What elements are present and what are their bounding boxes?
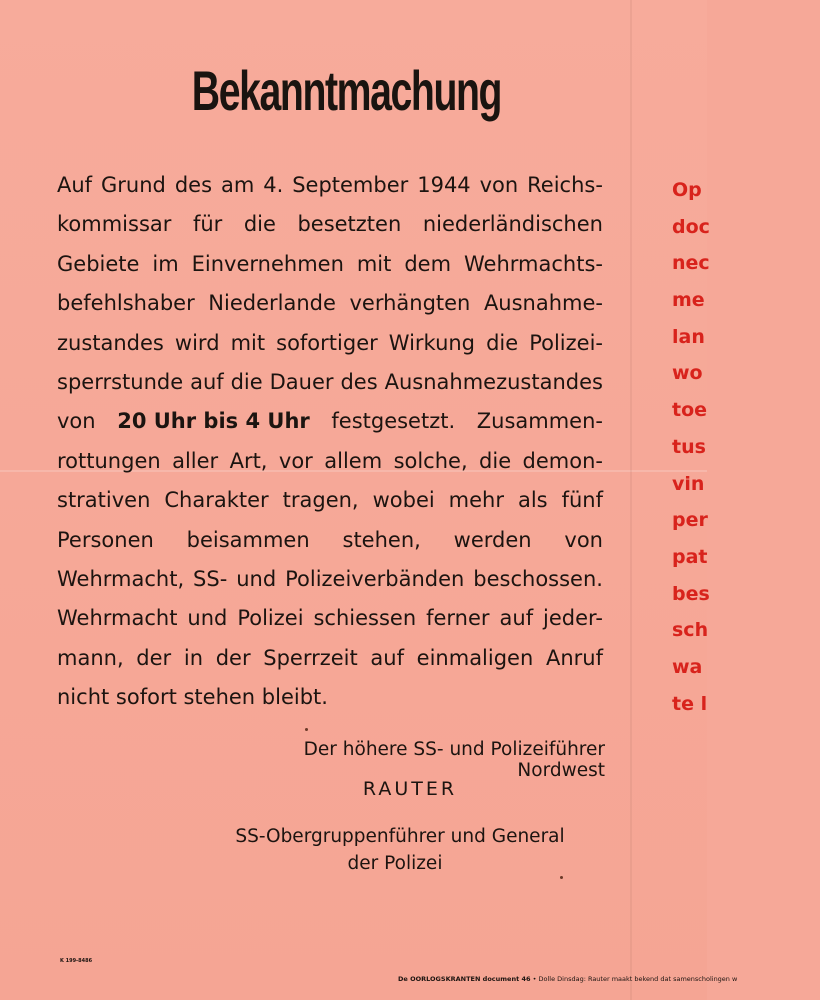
body-word: auf [499, 606, 534, 631]
poster-title: Bekanntmachung [191, 59, 502, 122]
body-word: die [486, 330, 519, 355]
body-word: beisammen [186, 527, 310, 552]
body-word: beschossen. [473, 566, 603, 591]
body-word: die [243, 212, 276, 237]
body-word: in [183, 645, 204, 670]
body-word: Art, [229, 448, 268, 473]
body-word: von [479, 173, 519, 197]
body-word: befehlshaber [57, 291, 195, 316]
dutch-fragment: toe [672, 399, 708, 422]
body-word: besetzten [297, 212, 402, 237]
body-word: sofortiger [276, 330, 378, 355]
body-line [57, 245, 603, 284]
body-word: Polizei [237, 606, 304, 631]
paper-speck [305, 728, 308, 731]
archive-id: K 199-8486 [60, 958, 93, 964]
body-word: mann, [57, 645, 124, 670]
body-word: und [187, 606, 228, 631]
body-word: der [136, 645, 172, 670]
body-word: wird [174, 330, 220, 355]
curfew-hours: 20 Uhr bis 4 Uhr [117, 409, 310, 434]
body-line [57, 481, 603, 520]
body-line [57, 166, 603, 205]
body-word: einmaligen [416, 645, 534, 670]
body-word: Wirkung [388, 330, 476, 355]
body-word: nicht sofort stehen bleibt. [57, 685, 328, 710]
dutch-fragment: nec [672, 252, 710, 275]
body-word: Ausnahme- [483, 291, 603, 316]
dutch-fragment: per [672, 509, 708, 532]
body-word: des [340, 369, 378, 394]
body-word: und [236, 566, 277, 591]
signature-rank-line1: SS-Obergruppenführer und General [235, 826, 565, 847]
body-word: demon- [522, 448, 603, 473]
dutch-fragment: vin [672, 472, 705, 495]
body-word: ferner [426, 606, 490, 631]
body-line [57, 521, 603, 560]
body-word: dem [404, 251, 452, 276]
body-line [57, 363, 603, 402]
body-word: Anruf [545, 645, 603, 670]
body-word: von [57, 409, 96, 434]
footer-text: • Dolle Dinsdag: Rauter maakt bekend dat samenscholingen w [532, 975, 738, 983]
body-word: Wehrmacht, [57, 566, 185, 591]
body-word: mehr [448, 488, 504, 513]
signature-name: RAUTER [362, 778, 458, 800]
signature-title: Der höhere SS- und Polizeiführer Nordwest [303, 739, 605, 781]
body-word: SS- [193, 566, 228, 591]
body-word: Gebiete [57, 251, 140, 276]
body-word: mit [230, 330, 266, 355]
body-word: allem [324, 448, 383, 473]
dutch-fragment: lan [672, 325, 705, 348]
footer-caption [398, 975, 737, 983]
body-word: rottungen [57, 448, 161, 473]
body-word: Dauer [269, 369, 334, 394]
body-word: tragen, [282, 488, 359, 513]
body-word: des [174, 173, 213, 197]
body-line [57, 442, 603, 481]
body-word: 4. [263, 173, 284, 197]
body-word: wobei [372, 488, 435, 513]
dutch-fragment: bes [672, 582, 710, 605]
dutch-fragment: te l [672, 692, 708, 715]
body-word: Wehrmachts- [464, 251, 603, 276]
signature-rank-line2: der Polizei [347, 853, 443, 874]
announcement-body [57, 166, 603, 717]
dutch-fragment: sch [672, 619, 709, 642]
body-word: strativen [57, 488, 151, 513]
body-word: sperrstunde [57, 369, 184, 394]
dutch-fragment: doc [672, 215, 710, 238]
body-word: kommissar [57, 212, 172, 237]
dutch-fragment: tus [672, 435, 706, 458]
body-line [57, 402, 603, 441]
body-word: Sperrzeit [263, 645, 358, 670]
body-word: jeder- [543, 606, 603, 631]
body-word: Wehrmacht [57, 606, 178, 631]
body-word: September [292, 173, 409, 197]
body-word: für [192, 212, 223, 237]
body-word: Auf [57, 173, 93, 197]
body-word: vor [278, 448, 313, 473]
body-word: solche, [393, 448, 468, 473]
body-word: Einvernehmen [191, 251, 344, 276]
body-word: von [564, 527, 603, 552]
body-line [57, 678, 603, 717]
body-word: Ausnahmezustandes [384, 369, 603, 394]
body-line [57, 205, 603, 244]
body-word: aller [172, 448, 219, 473]
dutch-fragment: wa [672, 655, 703, 678]
body-word: die [230, 369, 263, 394]
body-word: verhängten [349, 291, 471, 316]
body-word: am [220, 173, 255, 197]
body-word: festgesetzt. [331, 409, 456, 434]
body-line [57, 324, 603, 363]
body-word: auf [190, 369, 224, 394]
body-word: zustandes [57, 330, 164, 355]
body-line [57, 639, 603, 678]
body-word: stehen, [342, 527, 421, 552]
body-line [57, 599, 603, 638]
body-word: Polizeiverbänden [285, 566, 465, 591]
dutch-fragment: pat [672, 545, 708, 568]
paper-speck [560, 876, 563, 879]
body-word: Polizei- [529, 330, 603, 355]
dutch-fragment: wo [672, 362, 703, 385]
body-word: auf [370, 645, 404, 670]
body-word: 1944 [417, 173, 471, 197]
body-word: fünf [561, 488, 603, 513]
body-word: werden [453, 527, 532, 552]
body-word: Grund [101, 173, 166, 197]
body-word: schiessen [313, 606, 417, 631]
body-line [57, 284, 603, 323]
body-word: im [152, 251, 179, 276]
body-word: der [215, 645, 251, 670]
body-word: niederländischen [422, 212, 603, 237]
body-word: die [479, 448, 512, 473]
body-line [57, 560, 603, 599]
footer-series: De OORLOGSKRANTEN document 46 [398, 975, 531, 983]
dutch-fragment: me [672, 289, 705, 312]
dutch-fragment: Op [672, 179, 702, 201]
adjacent-dutch-text-column [672, 172, 712, 722]
body-word: Personen [57, 527, 154, 552]
body-word: mit [356, 251, 392, 276]
body-word: Zusammen- [476, 409, 603, 434]
body-word: als [517, 488, 548, 513]
body-word: Reichs- [527, 173, 603, 197]
body-word: Niederlande [208, 291, 336, 316]
fold-line-vertical [630, 0, 632, 1000]
body-word: Charakter [164, 488, 269, 513]
